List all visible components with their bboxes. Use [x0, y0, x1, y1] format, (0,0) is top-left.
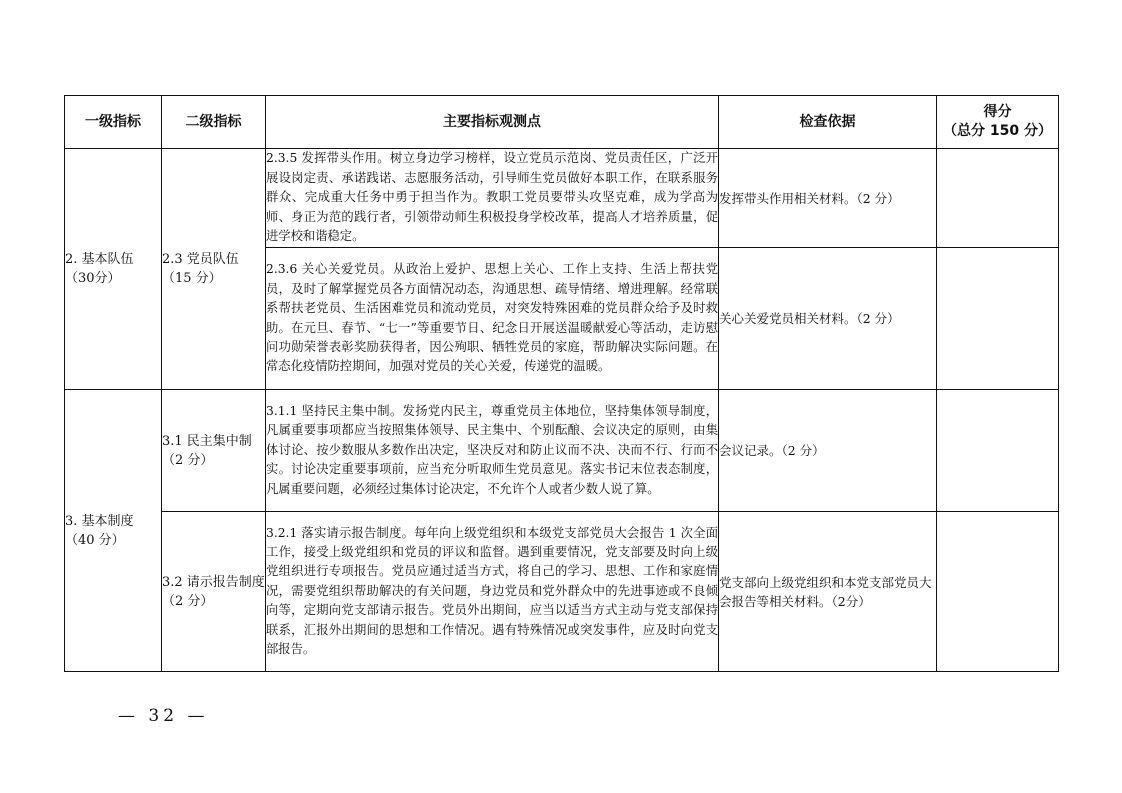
observation-cell: 3.2.1 落实请示报告制度。每年向上级党组织和本级党支部党员大会报告 1 次全面工作，接受上级党组织和党员的评议和监督。遇到重要情况，党支部要及时向上级党组织进行专项报告。党员应通过适当方式，将自己的学习、思想、工作和家庭情况，需要党组织帮助解决的有关问题，身边党员和党外群众中的先进事迹或不良倾向等，定期向党支部请示报告。党员外出期间，应当以适当方式主动与党支部保持联系，汇报外出期间的思想和工作情况。遇有特殊情况或突发事件，应及时向党支部报告。: [266, 512, 719, 672]
evaluation-table: [64, 95, 1059, 672]
level2-cell: 3.2 请示报告制度（2 分）: [162, 512, 266, 672]
table-header-row: [65, 96, 1059, 149]
header-score-total: （总分 150 分）: [943, 123, 1052, 139]
score-cell[interactable]: [937, 390, 1059, 512]
observation-cell: 2.3.5 发挥带头作用。树立身边学习榜样，设立党员示范岗、党员责任区，广泛开展设岗定责、承诺践诺、志愿服务活动，引导师生党员做好本职工作，在联系服务群众、完成重大任务中勇于担当作为。教职工党员要带头攻坚克难，成为学高为师、身正为范的践行者，引领带动师生积极投身学校改革，提高人才培养质量，促进学校和谐稳定。: [266, 149, 719, 248]
table-row: [65, 149, 1059, 248]
header-score-label: 得分: [983, 104, 1012, 120]
header-observation: 主要指标观测点: [266, 96, 719, 149]
basis-cell: 发挥带头作用相关材料。（2 分）: [719, 149, 937, 248]
observation-cell: 2.3.6 关心关爱党员。从政治上爱护、思想上关心、工作上支持、生活上帮扶党员，及时了解掌握党员各方面情况动态，沟通思想、疏导情绪、增进理解。经常联系帮扶老党员、生活困难党员和流动党员，对突发特殊困难的党员群众给予及时救助。在元旦、春节、“七一”等重要节日、纪念日开展送温暖献爱心等活动，走访慰问功勋荣誉表彰奖励获得者，因公殉职、牺牲党员的家庭，帮助解决实际问题。在常态化疫情防控期间，加强对党员的关心关爱，传递党的温暖。: [266, 248, 719, 390]
basis-cell: 关心关爱党员相关材料。（2 分）: [719, 248, 937, 390]
score-cell[interactable]: [937, 512, 1059, 672]
level1-cell: 2. 基本队伍 （30分）: [65, 149, 162, 390]
table-row: [65, 390, 1059, 512]
observation-cell: 3.1.1 坚持民主集中制。发扬党内民主，尊重党员主体地位，坚持集体领导制度，凡属重要事项都应当按照集体领导、民主集中、个别酝酿、会议决定的原则，由集体讨论、按少数服从多数作出决定，坚决反对和防止议而不决、决而不行、行而不实。讨论决定重要事项前，应当充分听取师生党员意见。落实书记末位表态制度，凡属重要问题，必须经过集体讨论决定，不允许个人或者少数人说了算。: [266, 390, 719, 512]
page-number: — 32 —: [118, 706, 209, 726]
header-level1: 一级指标: [65, 96, 162, 149]
header-score: [937, 96, 1059, 149]
score-cell[interactable]: [937, 248, 1059, 390]
level2-cell: 2.3 党员队伍 （15 分）: [162, 149, 266, 390]
basis-cell: 党支部向上级党组织和本党支部党员大会报告等相关材料。（2分）: [719, 512, 937, 672]
level1-cell: 3. 基本制度 （40 分）: [65, 390, 162, 672]
header-level2: 二级指标: [162, 96, 266, 149]
header-basis: 检查依据: [719, 96, 937, 149]
level2-cell: 3.1 民主集中制（2 分）: [162, 390, 266, 512]
score-cell[interactable]: [937, 149, 1059, 248]
basis-cell: 会议记录。（2 分）: [719, 390, 937, 512]
table-row: [65, 512, 1059, 672]
